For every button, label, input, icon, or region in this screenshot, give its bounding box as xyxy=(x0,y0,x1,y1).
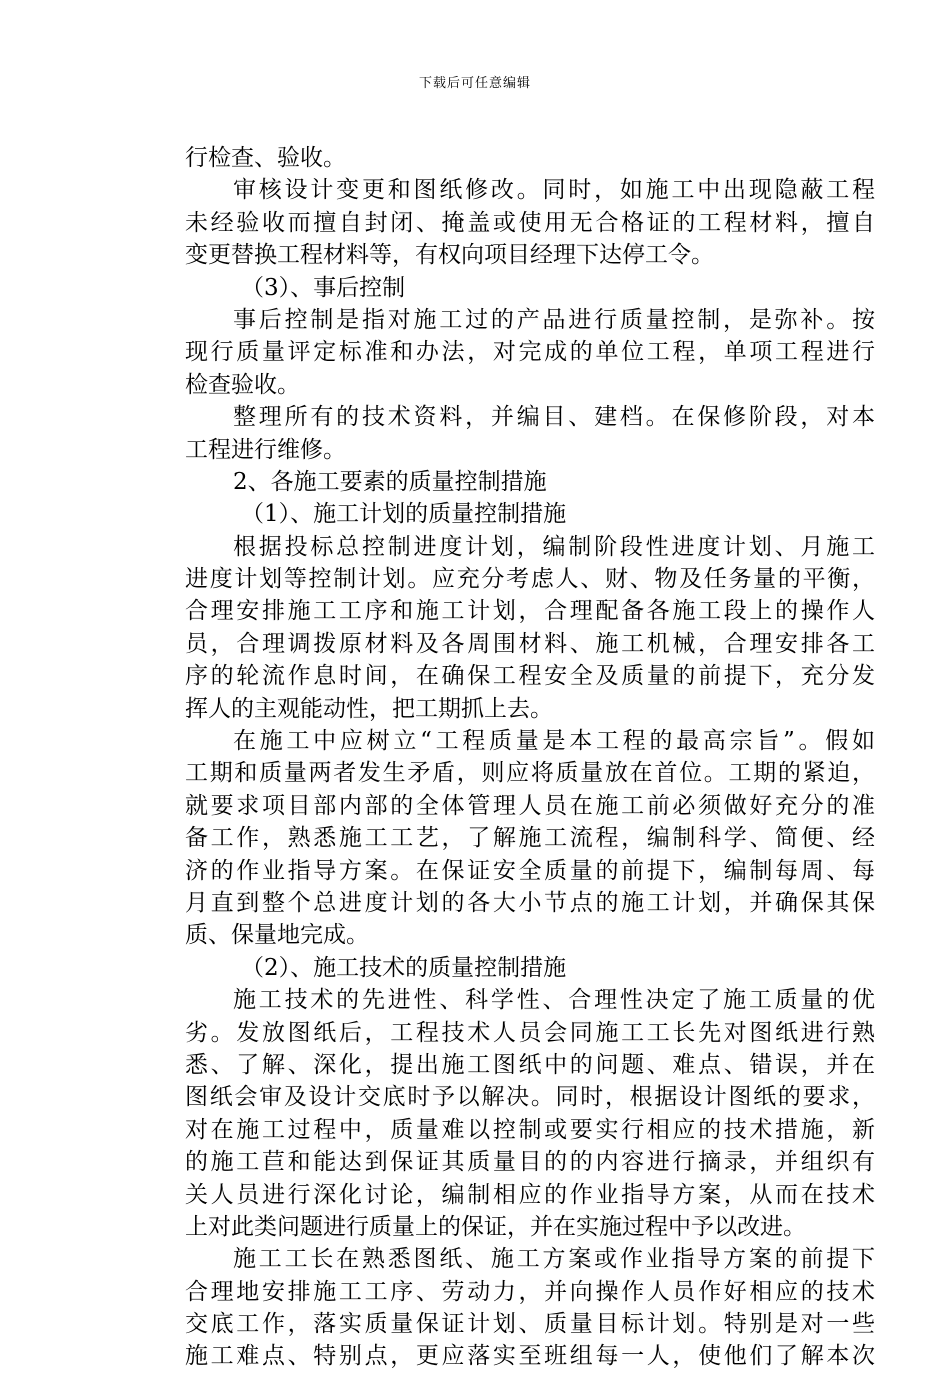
text-line: 变更替换工程材料等，有权向项目经理下达停工令。 xyxy=(185,242,714,269)
text-line: 就要求项目部内部的全体管理人员在施工前必须做好充分的准 xyxy=(185,792,875,819)
text-line: 合理地安排施工工序、劳动力，并向操作人员作好相应的技术 xyxy=(185,1278,875,1305)
text-line: 在施工中应树立“工程质量是本工程的最高宗旨”。假如 xyxy=(233,728,875,755)
text-line: 施工难点、特别点，更应落实至班组每一人，使他们了解本次 xyxy=(185,1343,875,1370)
text-line: 悉、了解、深化，提出施工图纸中的问题、难点、错误，并在 xyxy=(185,1051,875,1078)
text-line: 图纸会审及设计交底时予以解决。同时，根据设计图纸的要求， xyxy=(185,1084,875,1111)
section-heading: 2、各施工要素的质量控制措施 xyxy=(233,468,547,495)
text-line: 月直到整个总进度计划的各大小节点的施工计划，并确保其保 xyxy=(185,889,875,916)
text-line: 施工技术的先进性、科学性、合理性决定了施工质量的优 xyxy=(233,987,875,1014)
text-line: 审核设计变更和图纸修改。同时，如施工中出现隐蔽工程 xyxy=(233,177,875,204)
text-line: 的施工苣和能达到保证其质量目的的内容进行摘录，并组织有 xyxy=(185,1149,875,1176)
text-line: 序的轮流作息时间，在确保工程安全及质量的前提下，充分发 xyxy=(185,663,875,690)
text-line: 济的作业指导方案。在保证安全质量的前提下，编制每周、每 xyxy=(185,857,875,884)
text-line: 检查验收。 xyxy=(185,371,300,398)
text-line: 挥人的主观能动性，把工期抓上去。 xyxy=(185,695,553,722)
text-line: 交底工作，落实质量保证计划、质量目标计划。特别是对一些 xyxy=(185,1311,875,1338)
text-line: 关人员进行深化讨论，编制相应的作业指导方案，从而在技术 xyxy=(185,1181,875,1208)
page-header: 下载后可任意编辑 xyxy=(418,76,531,91)
text-line: 质、保量地完成。 xyxy=(185,922,369,949)
text-line: 整理所有的技术资料，并编目、建档。在保修阶段，对本 xyxy=(233,404,875,431)
section-heading: （2）、施工技术的质量控制措施 xyxy=(241,954,567,981)
text-line: 工期和质量两者发生矛盾，则应将质量放在首位。工期的紧迫， xyxy=(185,760,875,787)
document-body xyxy=(185,142,875,1373)
text-line: 对在施工过程中，质量难以控制或要实行相应的技术措施，新 xyxy=(185,1116,875,1143)
text-line: 施工工长在熟悉图纸、施工方案或作业指导方案的前提下 xyxy=(233,1246,875,1273)
text-line: 上对此类问题进行质量上的保证，并在实施过程中予以改进。 xyxy=(185,1213,806,1240)
text-line: 行检查、验收。 xyxy=(185,145,346,171)
text-line: 未经验收而擅自封闭、掩盖或使用无合格证的工程材料，擅自 xyxy=(185,209,875,236)
text-line: 备工作，熟悉施工工艺，了解施工流程，编制科学、简便、经 xyxy=(185,825,875,852)
text-line: 事后控制是指对施工过的产品进行质量控制，是弥补。按 xyxy=(233,306,875,333)
text-line: 进度计划等控制计划。应充分考虑人、财、物及任务量的平衡， xyxy=(185,566,875,593)
text-line: 现行质量评定标准和办法，对完成的单位工程，单项工程进行 xyxy=(185,339,875,366)
section-heading: （3）、事后控制 xyxy=(241,274,406,301)
text-line: 合理安排施工工序和施工计划，合理配备各施工段上的操作人 xyxy=(185,598,875,625)
text-line: 工程进行维修。 xyxy=(185,436,346,463)
text-line: 根据投标总控制进度计划，编制阶段性进度计划、月施工 xyxy=(233,533,875,560)
text-line: 劣。发放图纸后，工程技术人员会同施工工长先对图纸进行熟 xyxy=(185,1019,875,1046)
section-heading: （1）、施工计划的质量控制措施 xyxy=(241,501,567,528)
text-line: 员，合理调拨原材料及各周围材料、施工机械，合理安排各工 xyxy=(185,630,875,657)
